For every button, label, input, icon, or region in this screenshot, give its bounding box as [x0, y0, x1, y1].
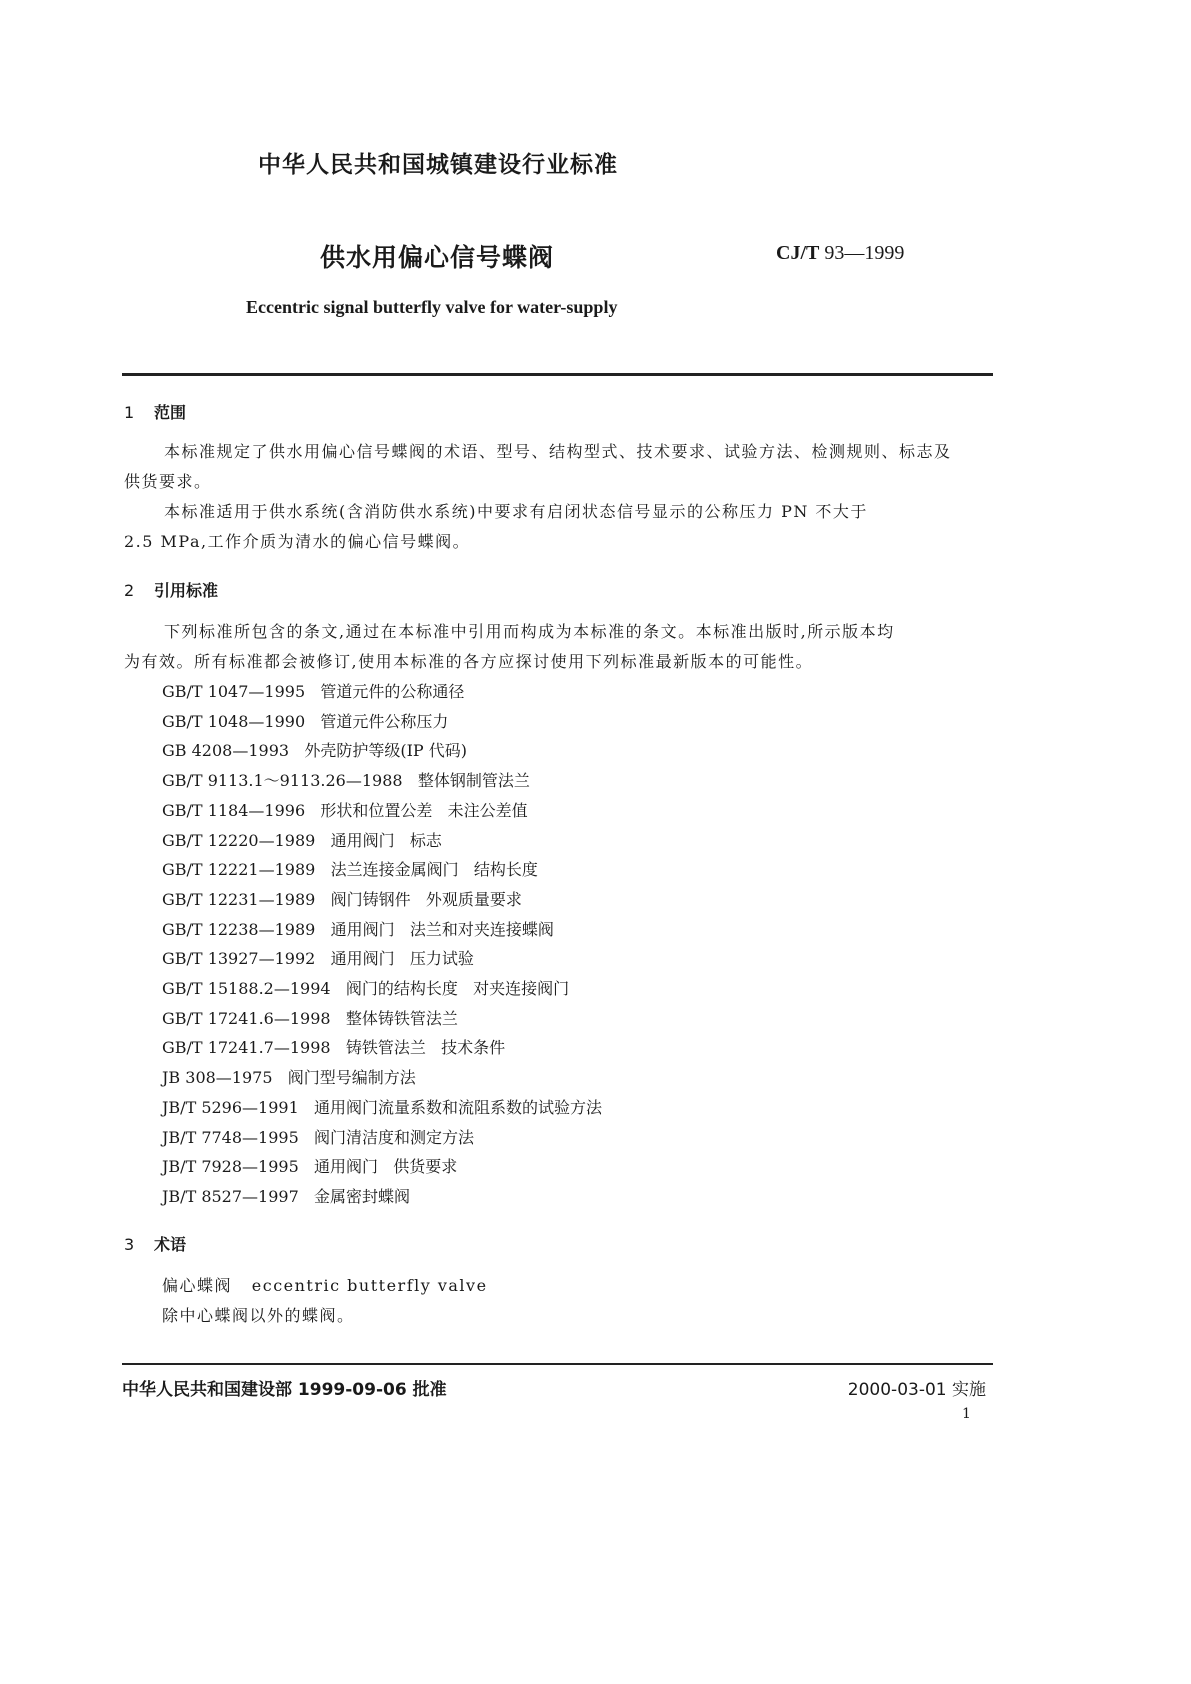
section-1-body [124, 437, 952, 557]
reference-item: JB 308—1975 阀门型号编制方法 [162, 1068, 416, 1088]
english-title: Eccentric signal butterfly valve for water-supply [246, 297, 618, 317]
code-prefix: CJ/T [776, 242, 820, 264]
section-2-body [124, 617, 895, 677]
section-title: 术语 [154, 1235, 187, 1254]
section-number: 1 [124, 403, 135, 422]
paragraph-line: 供货要求。 [124, 472, 212, 491]
paragraph-line: 为有效。所有标准都会被修订,使用本标准的各方应探讨使用下列标准最新版本的可能性。 [124, 652, 814, 671]
paragraph-line: 本标准规定了供水用偏心信号蝶阀的术语、型号、结构型式、技术要求、试验方法、检测规则、标志及 [164, 442, 952, 461]
reference-item: GB/T 1048—1990 管道元件公称压力 [162, 711, 449, 731]
paragraph-line: 下列标准所包含的条文,通过在本标准中引用而构成为本标准的条文。本标准出版时,所示版本均 [164, 622, 895, 641]
reference-item: JB/T 7928—1995 通用阀门 供货要求 [162, 1157, 458, 1177]
doc-title: 供水用偏心信号蝶阀 [320, 243, 555, 272]
reference-item: GB/T 17241.7—1998 铸铁管法兰 技术条件 [162, 1038, 506, 1058]
page-number: 1 [962, 1406, 971, 1422]
header-rule [122, 373, 993, 376]
section-2-heading [124, 578, 218, 601]
reference-item: GB/T 1184—1996 形状和位置公差 未注公差值 [162, 800, 528, 820]
reference-list [162, 677, 602, 1212]
org-title: 中华人民共和国城镇建设行业标准 [258, 152, 618, 178]
reference-item: GB/T 12238—1989 通用阀门 法兰和对夹连接蝶阀 [162, 919, 554, 939]
reference-item: GB/T 1047—1995 管道元件的公称通径 [162, 682, 465, 701]
approval-date: 中华人民共和国建设部 1999-09-06 批准 [122, 1380, 447, 1400]
section-title: 引用标准 [154, 581, 219, 600]
effective-date: 2000-03-01 实施 [847, 1380, 986, 1400]
reference-item: GB 4208—1993 外壳防护等级(IP 代码) [162, 741, 467, 761]
reference-item: JB/T 8527—1997 金属密封蝶阀 [162, 1186, 411, 1206]
reference-item: GB/T 9113.1～9113.26—1988 整体钢制管法兰 [162, 771, 530, 791]
section-number: 3 [124, 1235, 135, 1254]
section-3-heading [124, 1232, 186, 1255]
reference-item: GB/T 12220—1989 通用阀门 标志 [162, 830, 442, 850]
section-number: 2 [124, 581, 135, 600]
reference-item: JB/T 5296—1991 通用阀门流量系数和流阻系数的试验方法 [162, 1097, 603, 1117]
standard-code [776, 242, 904, 265]
reference-item: GB/T 15188.2—1994 阀门的结构长度 对夹连接阀门 [162, 979, 570, 999]
reference-item: GB/T 12221—1989 法兰连接金属阀门 结构长度 [162, 860, 538, 880]
section-1-heading [124, 400, 186, 423]
term-definition: 除中心蝶阀以外的蝶阀。 [162, 1306, 355, 1325]
footer-rule [122, 1363, 993, 1365]
code-number: 93—1999 [824, 242, 905, 264]
reference-item: GB/T 12231—1989 阀门铸钢件 外观质量要求 [162, 889, 522, 909]
reference-item: GB/T 13927—1992 通用阀门 压力试验 [162, 949, 474, 969]
section-title: 范围 [154, 403, 187, 422]
reference-item: JB/T 7748—1995 阀门清洁度和测定方法 [162, 1127, 475, 1147]
paragraph-line: 2.5 MPa,工作介质为清水的偏心信号蝶阀。 [124, 532, 471, 551]
paragraph-line: 本标准适用于供水系统(含消防供水系统)中要求有启闭状态信号显示的公称压力 PN 不大于 [164, 502, 868, 521]
term: 偏心蝶阀 eccentric butterfly valve [162, 1276, 488, 1295]
reference-item: GB/T 17241.6—1998 整体铸铁管法兰 [162, 1008, 458, 1028]
section-3-body [162, 1271, 488, 1331]
